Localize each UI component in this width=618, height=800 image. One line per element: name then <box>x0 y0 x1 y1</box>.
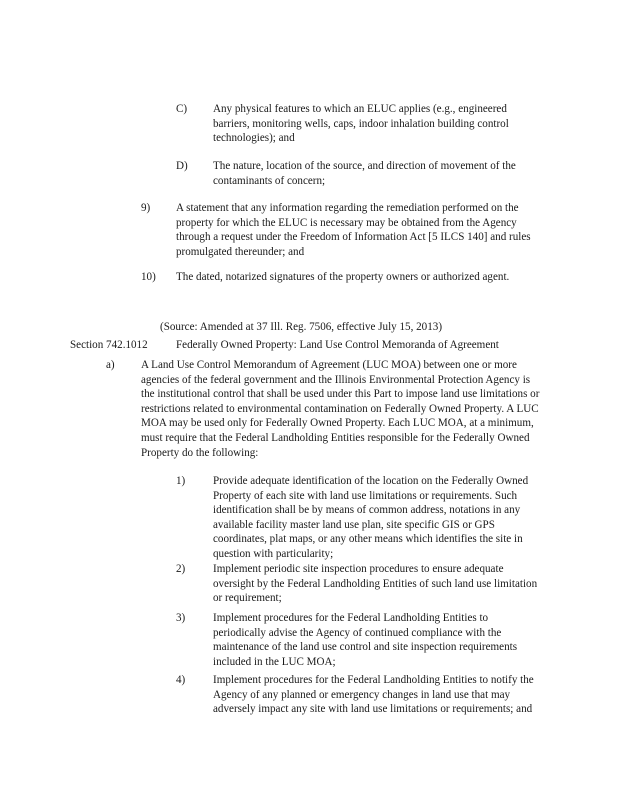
requirement-label: 4) <box>176 674 186 686</box>
list-item-text: A statement that any information regarding the remediation performed on the property for which the ELUC is necessary may be obtained from the Agency through a request under the Freedom of Information Act [5 ILCS 140] and rules promulgated thereunder; and <box>176 202 531 258</box>
requirement-text: Implement procedures for the Federal Landholding Entities to periodically advise the Agency of continued compliance with the maintenance of the land use control and site inspection requirements included in the LUC MOA; <box>213 612 518 668</box>
requirement-text: Implement procedures for the Federal Landholding Entities to notify the Agency of any planned or emergency changes in land use that may adversely impact any site with land use limitations or requirements; and <box>213 674 534 716</box>
list-item-label: 10) <box>141 271 156 283</box>
list-item-label: 9) <box>141 202 151 214</box>
requirement-text: Provide adequate identification of the location on the Federally Owned Property of each site with land use limitations or requirements. Such identification shall be by means of common address, notations in any available facility master land use plan, site specific GIS or GPS coordinates, plat maps, or any other means which identifies the site in question with particularity; <box>213 475 529 560</box>
list-item-text: The dated, notarized signatures of the property owners or authorized agent. <box>176 271 510 283</box>
source-note: (Source: Amended at 37 Ill. Reg. 7506, effective July 15, 2013) <box>160 321 443 333</box>
requirement-label: 2) <box>176 563 186 575</box>
requirement-text: Implement periodic site inspection procedures to ensure adequate oversight by the Federal Landholding Entities of such land use limitation or requirement; <box>213 563 538 605</box>
requirement-label: 3) <box>176 612 186 624</box>
subsection-text: A Land Use Control Memorandum of Agreement (LUC MOA) between one or more agencies of the federal government and the Illinois Environmental Protection Agency is the institutional control that shall be used under this Part to impose land use limitations or restrictions related to environmental contamination on Federally Owned Property. A LUC MOA may be used only for Federally Owned Property. Each LUC MOA, at a minimum, must require that the Federal Landholding Entities responsible for the Federally Owned Property do the following: <box>141 359 540 459</box>
list-item-label: C) <box>176 103 188 115</box>
list-item-text: The nature, location of the source, and direction of movement of the contaminants of concern; <box>213 160 516 187</box>
subsection-label: a) <box>106 359 115 371</box>
list-item-text: Any physical features to which an ELUC applies (e.g., engineered barriers, monitoring wells, caps, indoor inhalation building control technologies); and <box>213 103 509 145</box>
requirement-label: 1) <box>176 475 186 487</box>
section-title: Federally Owned Property: Land Use Control Memoranda of Agreement <box>176 339 499 351</box>
section-number: Section 742.1012 <box>70 339 148 351</box>
list-item-label: D) <box>176 160 188 172</box>
